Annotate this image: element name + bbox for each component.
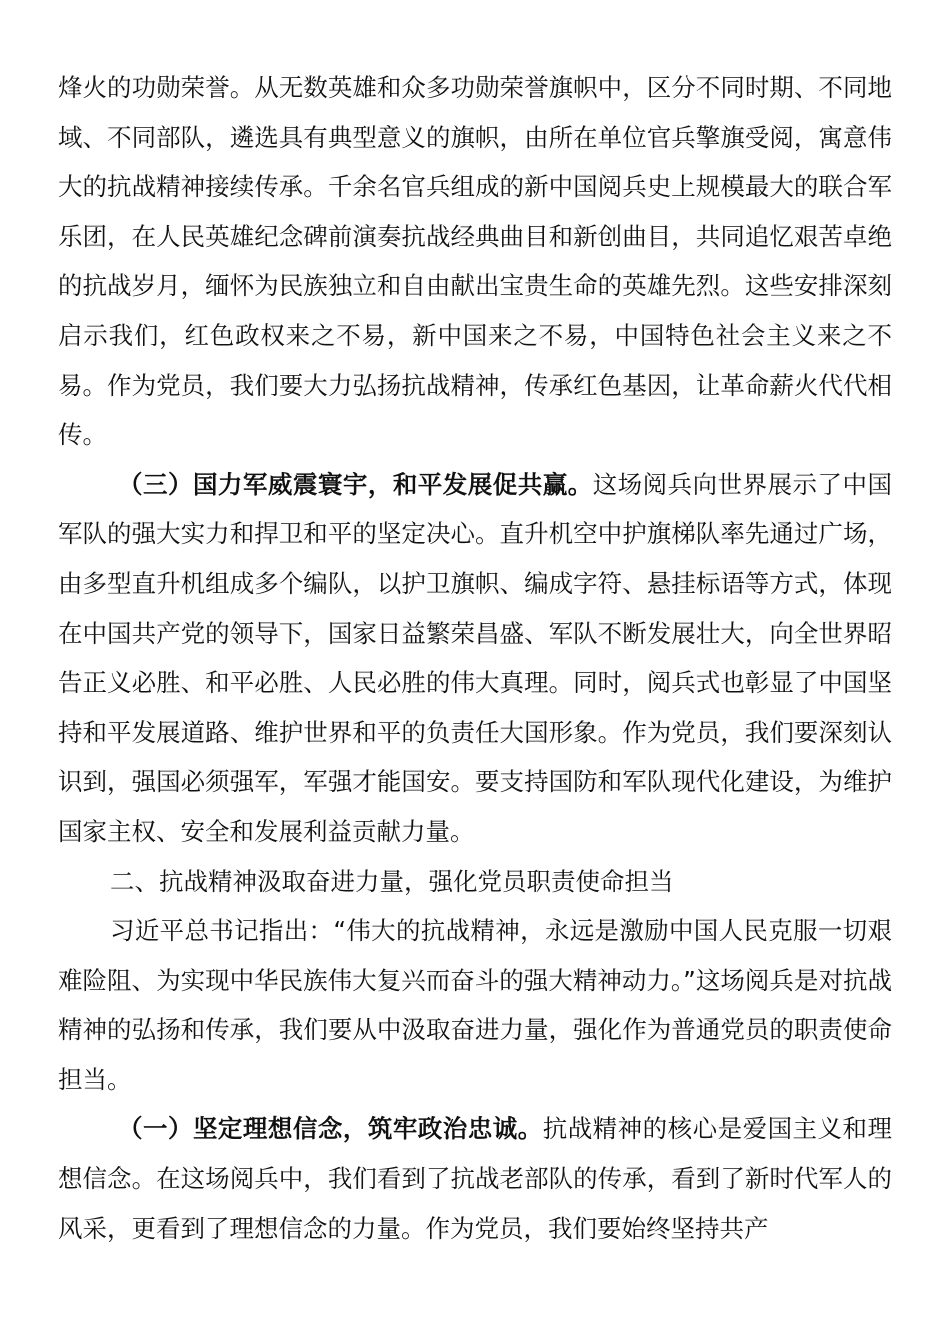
- subheading-national-strength: （三）国力军威震寰宇，和平发展促共赢。: [118, 469, 593, 499]
- section-heading-two: 二、抗战精神汲取奋进力量，强化党员职责使命担当: [110, 866, 674, 896]
- subheading-ideals: （一）坚定理想信念，筑牢政治忠诚。: [118, 1114, 543, 1144]
- paragraph-flag-honors: 烽火的功勋荣誉。从无数英雄和众多功勋荣誉旗帜中，区分不同时期、不同地域、不同部队，遴选具有典型意义的旗帜，由所在单位官兵擎旗受阅，寓意伟大的抗战精神接续传承。千余名官兵组成的新中国阅兵史上规模最大的联合军乐团，在人民英雄纪念碑前演奏抗战经典曲目和新创曲目，共同追忆艰苦卓绝的抗战岁月，缅怀为民族独立和自由献出宝贵生命的英雄先烈。这些安排深刻启示我们，红色政权来之不易，新中国来之不易，中国特色社会主义来之不易。作为党员，我们要大力弘扬抗战精神，传承红色基因，让革命薪火代代相传。: [58, 73, 892, 450]
- paragraph-national-strength-body: 这场阅兵向世界展示了中国军队的强大实力和捍卫和平的坚定决心。直升机空中护旗梯队率先通过广场，由多型直升机组成多个编队，以护卫旗帜、编成字符、悬挂标语等方式，体现在中国共产党的领导下，国家日益繁荣昌盛、军队不断发展壮大，向全世界昭告正义必胜、和平必胜、人民必胜的伟大真理。同时，阅兵式也彰显了中国坚持和平发展道路、维护世界和平的负责任大国形象。作为党员，我们要深刻认识到，强国必须强军，军强才能国安。要支持国防和军队现代化建设，为维护国家主权、安全和发展利益贡献力量。: [58, 469, 893, 846]
- paragraph-quote: 习近平总书记指出：“伟大的抗战精神，永远是激励中国人民克服一切艰难险阻、为实现中华民族伟大复兴而奋斗的强大精神动力。”这场阅兵是对抗战精神的弘扬和传承，我们要从中汲取奋进力量，强化作为普通党员的职责使命担当。: [58, 916, 892, 1094]
- document-page: [58, 63, 892, 1253]
- paragraph-ideals-body: 抗战精神的核心是爱国主义和理想信念。在这场阅兵中，我们看到了抗战老部队的传承，看到了新时代军人的风采，更看到了理想信念的力量。作为党员，我们要始终坚持共产: [58, 1114, 893, 1243]
- paragraph-ideals: [58, 1104, 892, 1253]
- paragraph-national-strength: [58, 460, 892, 857]
